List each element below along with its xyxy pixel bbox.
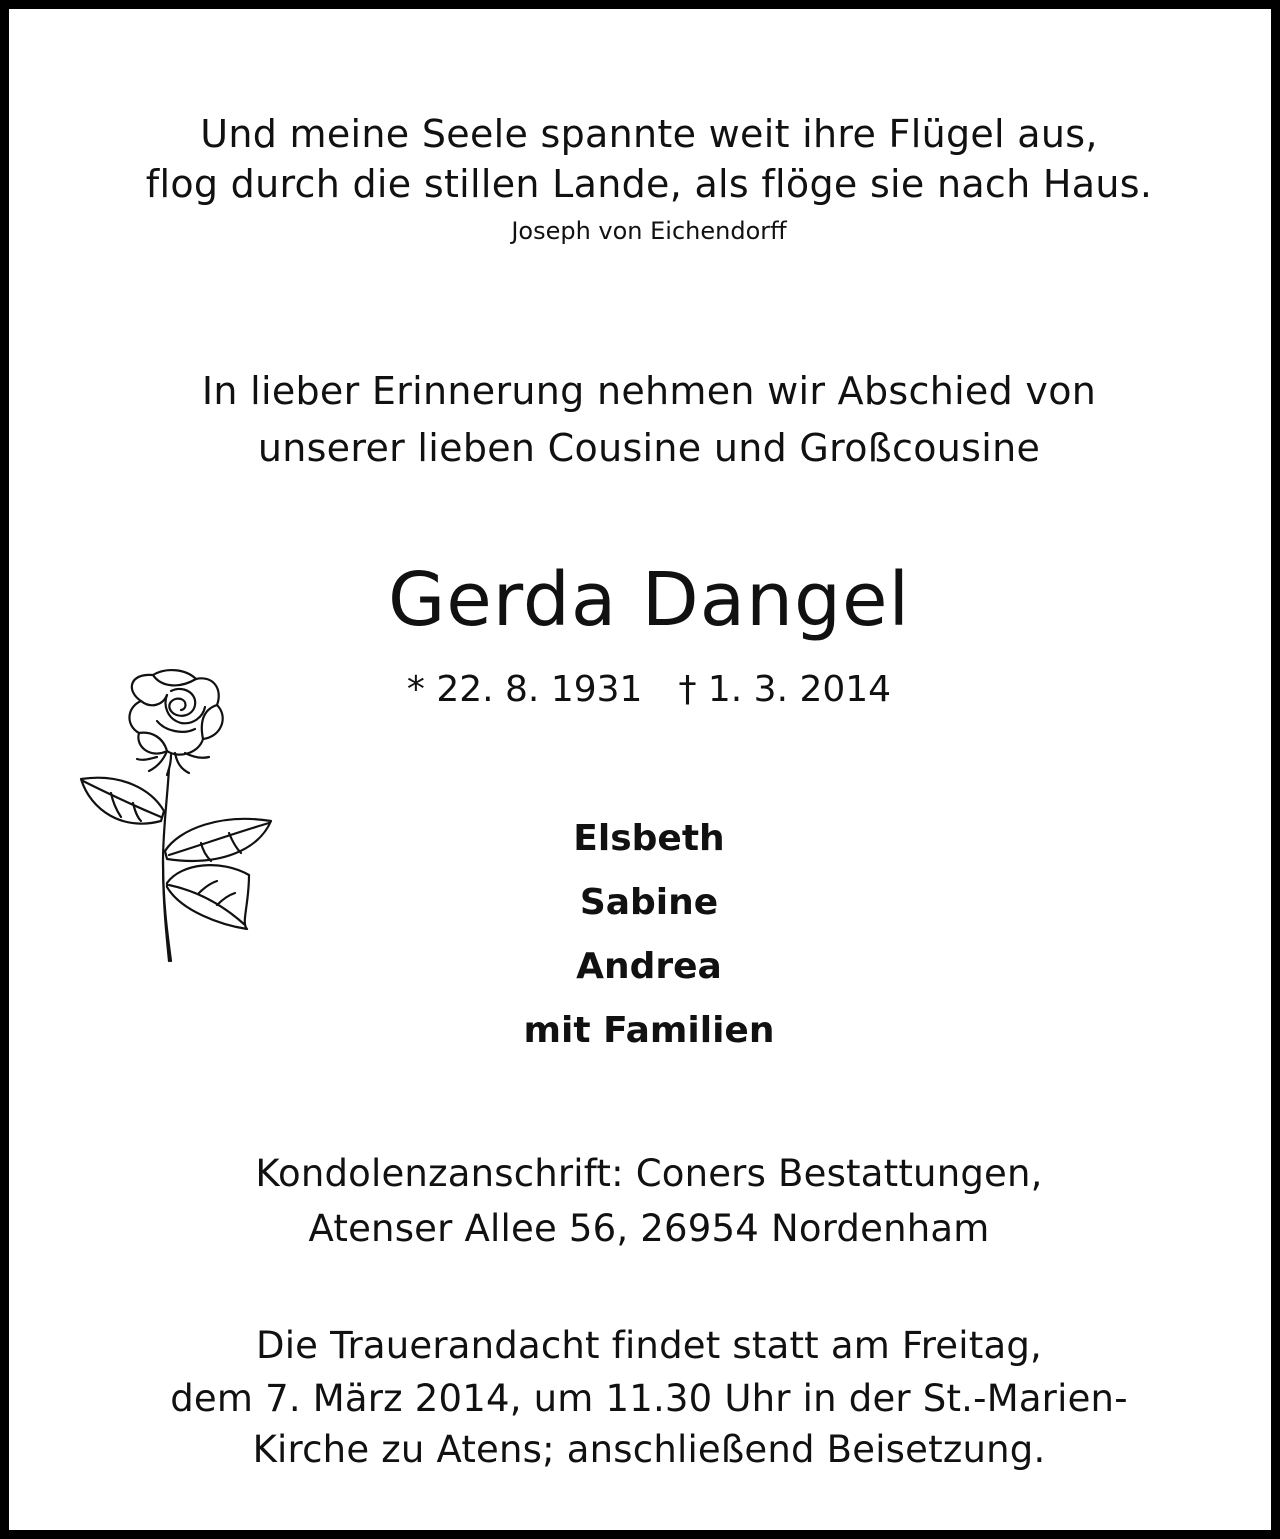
intro-line-1: In lieber Erinnerung nehmen wir Abschied von xyxy=(201,369,1097,413)
mourner-2: Sabine xyxy=(579,882,719,923)
condolence-line-1: Kondolenzanschrift: Coners Bestattungen, xyxy=(255,1152,1043,1195)
death-date: † 1. 3. 2014 xyxy=(678,669,892,710)
mourner-4: mit Familien xyxy=(523,1010,775,1051)
intro-line-2: unserer lieben Cousine und Großcousine xyxy=(257,426,1041,470)
service-line-2: dem 7. März 2014, um 11.30 Uhr in der St.-Marien- xyxy=(170,1377,1128,1420)
poem-author: Joseph von Eichendorff xyxy=(511,217,787,245)
mourner-3: Andrea xyxy=(576,946,722,987)
deceased-name: Gerda Dangel xyxy=(387,557,911,643)
rose-icon xyxy=(71,661,281,971)
mourner-1: Elsbeth xyxy=(573,818,725,859)
poem-line-1: Und meine Seele spannte weit ihre Flügel aus, xyxy=(200,112,1098,156)
service-line-3: Kirche zu Atens; anschließend Beisetzung. xyxy=(252,1428,1046,1471)
condolence-line-2: Atenser Allee 56, 26954 Nordenham xyxy=(308,1207,990,1250)
service-line-1: Die Trauerandacht findet statt am Freitag, xyxy=(256,1324,1042,1367)
birth-date: * 22. 8. 1931 xyxy=(406,669,643,710)
poem-line-2: flog durch die stillen Lande, als flöge sie nach Haus. xyxy=(145,162,1153,206)
